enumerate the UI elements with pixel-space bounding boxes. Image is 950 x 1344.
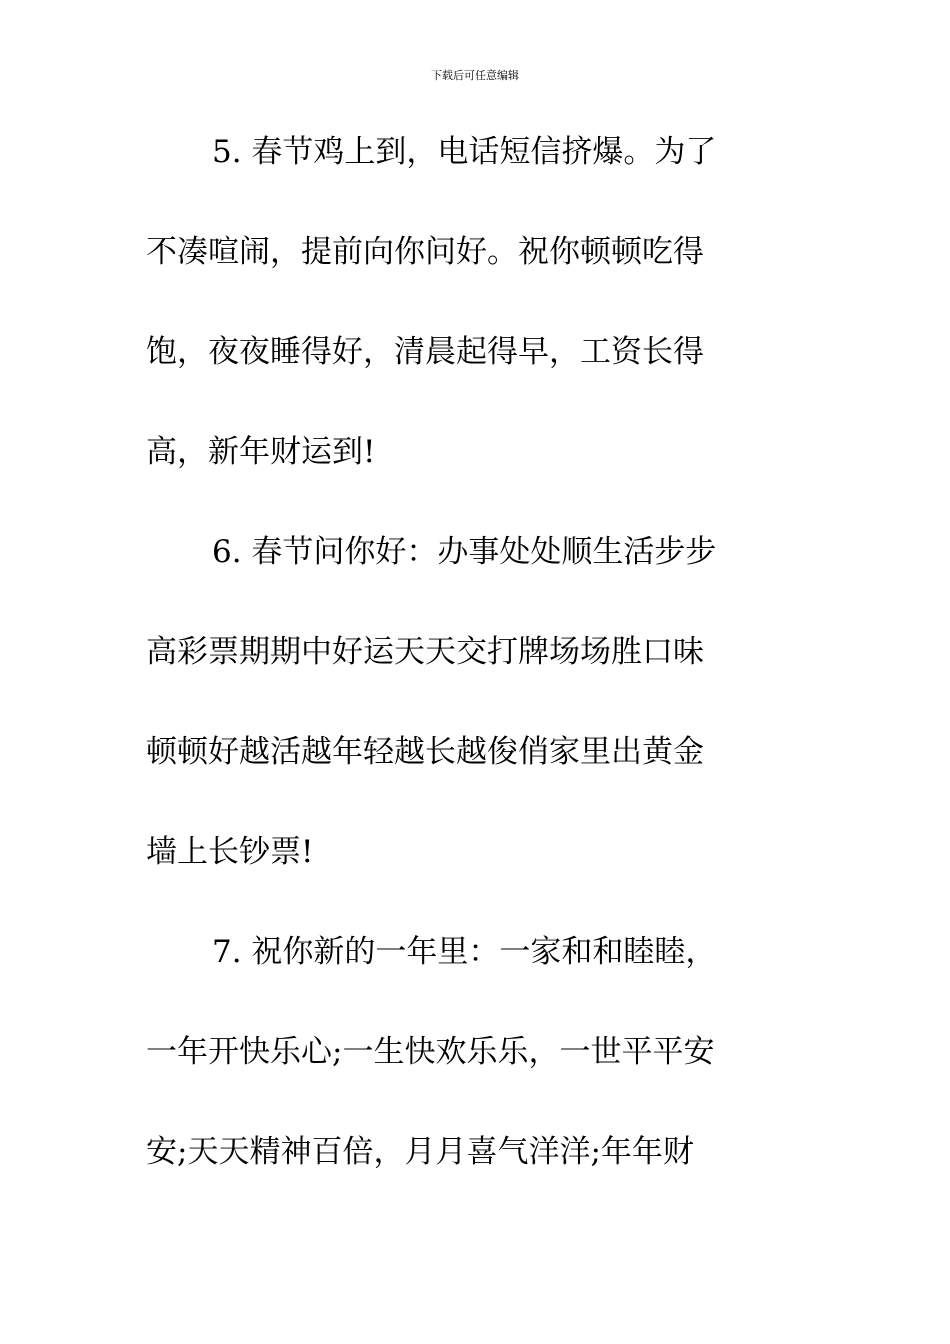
paragraph-6-line-3: 顿顿好越活越年轻越长越俊俏家里出黄金: [146, 734, 704, 770]
paragraph-5-line-4: 高，新年财运到!: [146, 434, 376, 470]
paragraph-7-line-1: 7. 祝你新的一年里：一家和和睦睦，: [212, 934, 717, 970]
paragraph-6-line-1: 6. 春节问你好：办事处处顺生活步步: [212, 534, 717, 570]
paragraph-7-line-2: 一年开快乐心;一生快欢乐乐，一世平平安: [146, 1034, 715, 1070]
paragraph-6-line-4: 墙上长钞票!: [146, 834, 314, 870]
paragraph-5-line-2: 不凑喧闹，提前向你问好。祝你顿顿吃得: [146, 234, 704, 270]
paragraph-5-line-1: 5. 春节鸡上到，电话短信挤爆。为了: [212, 134, 717, 170]
paragraph-7-line-3: 安;天天精神百倍，月月喜气洋洋;年年财: [146, 1134, 694, 1170]
page-header: 下载后可任意编辑: [431, 69, 519, 82]
paragraph-6-line-2: 高彩票期期中好运天天交打牌场场胜口味: [146, 634, 704, 670]
paragraph-5-line-3: 饱，夜夜睡得好，清晨起得早，工资长得: [146, 334, 704, 370]
